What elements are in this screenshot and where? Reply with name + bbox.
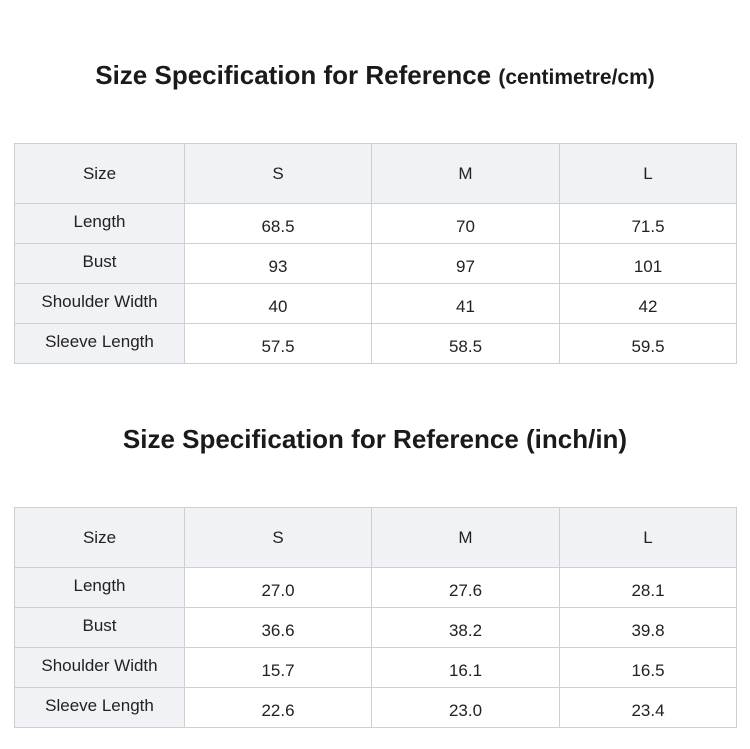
header-cell-s: S: [185, 144, 372, 204]
value-cell: 28.1: [560, 568, 737, 608]
row-label-sleeve-length: Sleeve Length: [15, 324, 185, 364]
value-cell: 41: [372, 284, 560, 324]
table-header-row: [15, 508, 737, 568]
value-cell: 97: [372, 244, 560, 284]
value-cell: 23.4: [560, 688, 737, 728]
row-label-bust: Bust: [15, 608, 185, 648]
header-cell-l: L: [560, 508, 737, 568]
row-label-shoulder-width: Shoulder Width: [15, 284, 185, 324]
inch-table-title: Size Specification for Reference (inch/in): [122, 424, 628, 454]
row-label-shoulder-width: Shoulder Width: [15, 648, 185, 688]
value-cell: 16.1: [372, 648, 560, 688]
cm-size-table: [14, 143, 737, 364]
header-cell-size: Size: [15, 508, 185, 568]
value-cell: 93: [185, 244, 372, 284]
value-cell: 23.0: [372, 688, 560, 728]
value-cell: 42: [560, 284, 737, 324]
table-row: [15, 324, 737, 364]
value-cell: 70: [372, 204, 560, 244]
table-row: [15, 648, 737, 688]
value-cell: 68.5: [185, 204, 372, 244]
row-label-sleeve-length: Sleeve Length: [15, 688, 185, 728]
row-label-length: Length: [15, 204, 185, 244]
value-cell: 38.2: [372, 608, 560, 648]
header-cell-m: M: [372, 144, 560, 204]
header-cell-m: M: [372, 508, 560, 568]
value-cell: 36.6: [185, 608, 372, 648]
value-cell: 71.5: [560, 204, 737, 244]
header-cell-size: Size: [15, 144, 185, 204]
table-row: [15, 204, 737, 244]
value-cell: 39.8: [560, 608, 737, 648]
table-row: [15, 284, 737, 324]
inch-size-table: [14, 507, 737, 728]
header-cell-s: S: [185, 508, 372, 568]
value-cell: 57.5: [185, 324, 372, 364]
header-cell-l: L: [560, 144, 737, 204]
value-cell: 27.6: [372, 568, 560, 608]
table-header-row: [15, 144, 737, 204]
value-cell: 27.0: [185, 568, 372, 608]
value-cell: 40: [185, 284, 372, 324]
value-cell: 58.5: [372, 324, 560, 364]
value-cell: 16.5: [560, 648, 737, 688]
value-cell: 15.7: [185, 648, 372, 688]
value-cell: 22.6: [185, 688, 372, 728]
table-row: [15, 608, 737, 648]
table-row: [15, 244, 737, 284]
cm-title-unit: (centimetre/cm): [498, 66, 655, 89]
value-cell: 59.5: [560, 324, 737, 364]
value-cell: 101: [560, 244, 737, 284]
cm-title-text: Size Specification for Reference: [95, 60, 499, 90]
row-label-length: Length: [15, 568, 185, 608]
table-row: [15, 688, 737, 728]
row-label-bust: Bust: [15, 244, 185, 284]
cm-table-title: [0, 60, 750, 91]
table-row: [15, 568, 737, 608]
